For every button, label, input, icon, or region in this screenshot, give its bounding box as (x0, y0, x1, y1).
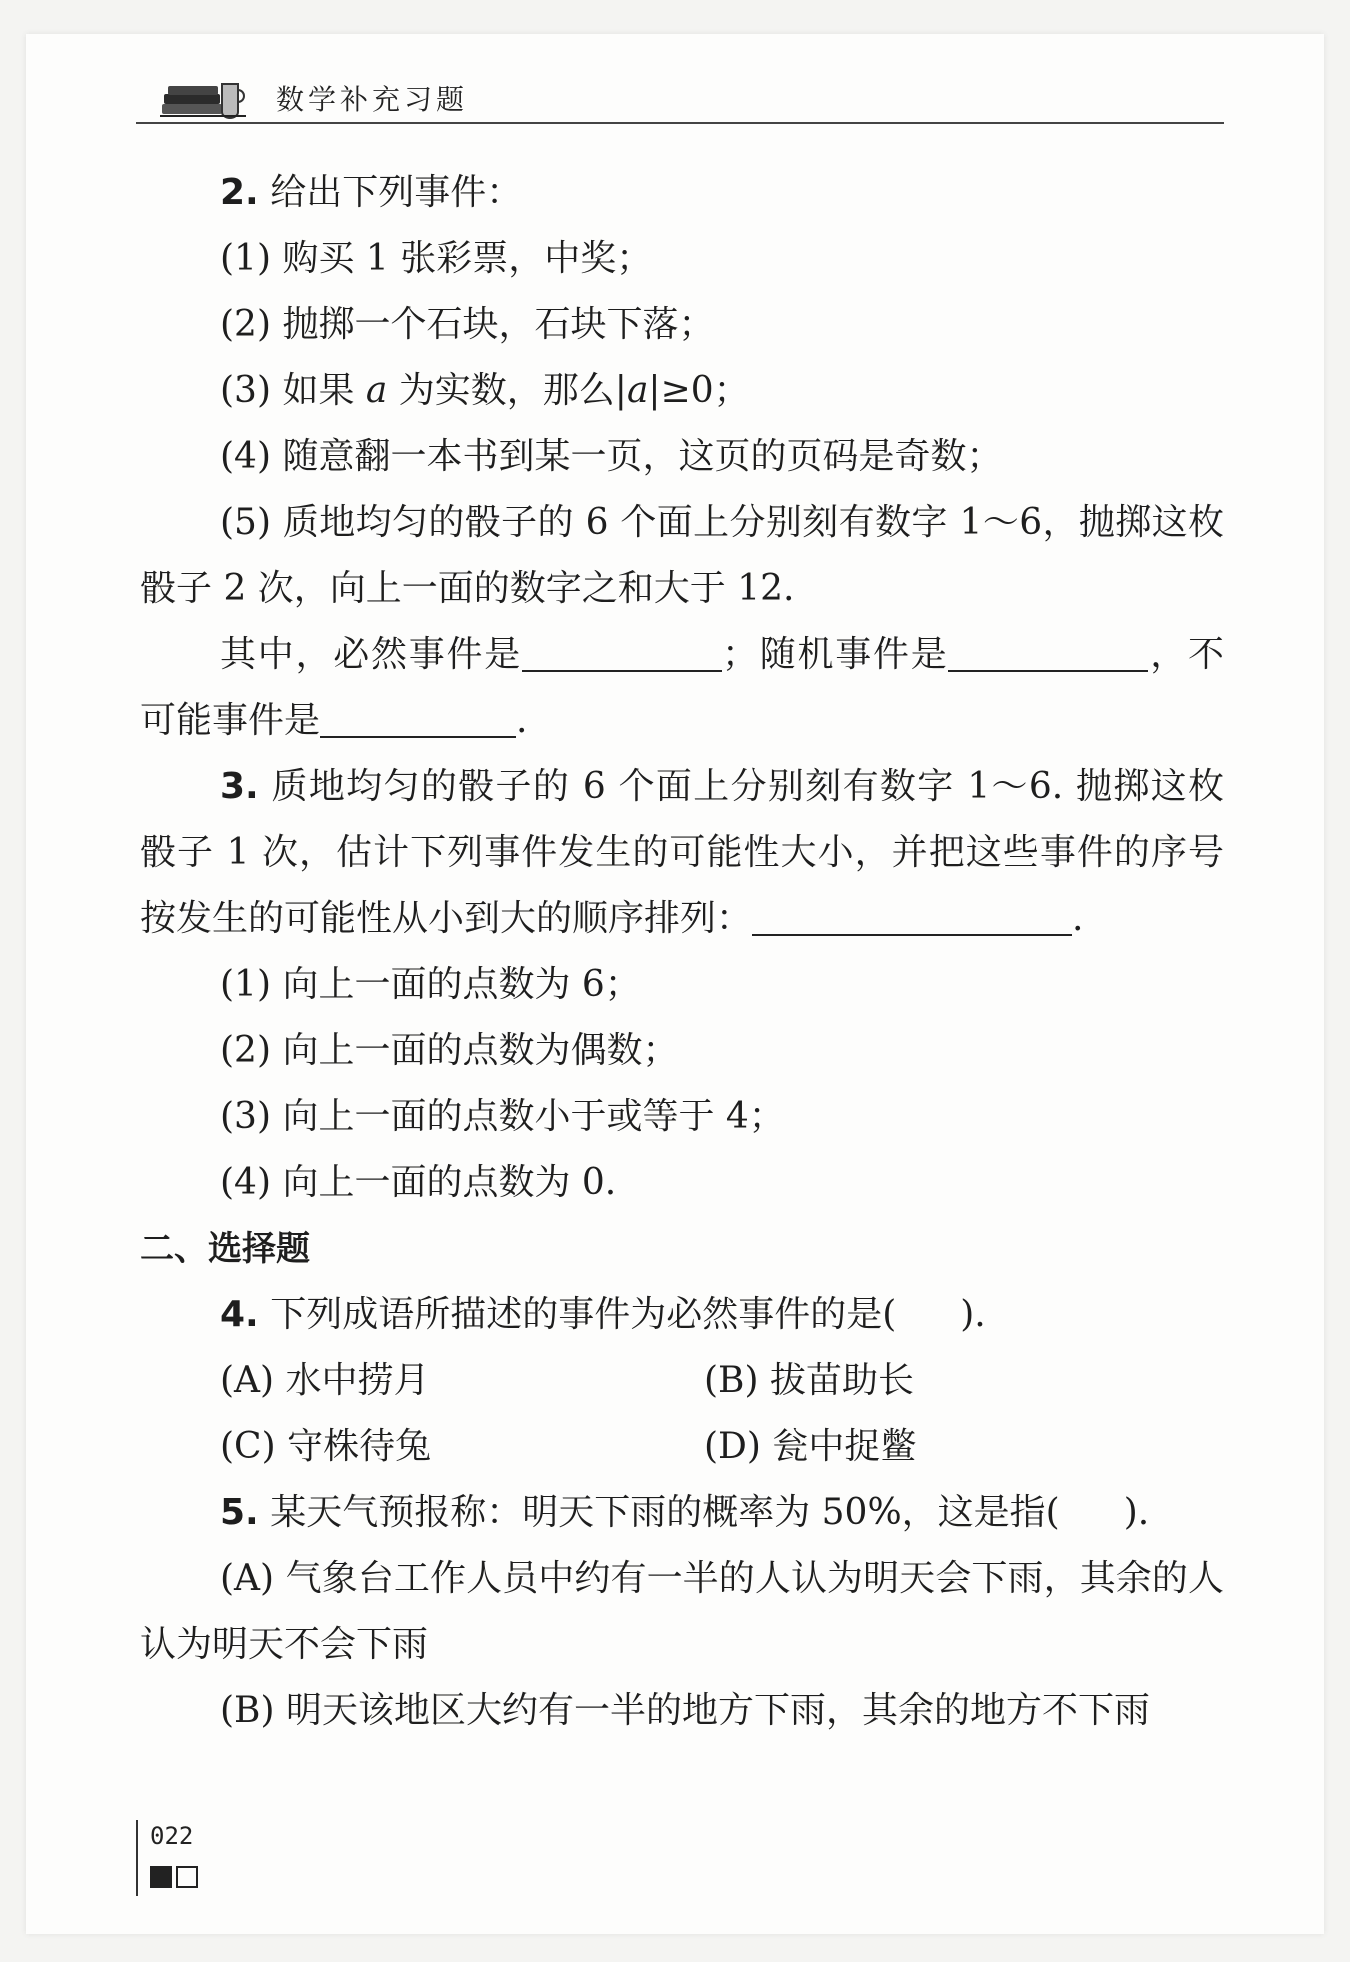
q5-number: 5. (220, 1492, 259, 1533)
q4-options-row-1 (140, 1348, 1224, 1414)
q2-item-4: (4) 随意翻一本书到某一页，这页的页码是奇数； (220, 436, 1003, 477)
q2-fill-a: 其中，必然事件是 (220, 634, 522, 675)
filled-square-icon (150, 1866, 172, 1888)
q2-item-3-var: a (365, 370, 388, 411)
page-footer (136, 1820, 256, 1900)
q2-number: 2. (220, 172, 259, 213)
q4-stem-text: 下列成语所描述的事件为必然事件的是( (270, 1294, 897, 1335)
q2-item-3-end: |≥0； (648, 370, 750, 411)
q4-option-a[interactable]: (A) 水中捞月 (220, 1360, 430, 1401)
q2-stem-text: 给出下列事件： (270, 172, 523, 213)
books-and-cup-icon (160, 72, 246, 120)
empty-square-icon (176, 1866, 198, 1888)
q2-stem (140, 160, 1224, 226)
q2-fill-c: ，不可能事件是 (140, 634, 1224, 741)
q3-number: 3. (220, 766, 259, 807)
q4-number: 4. (220, 1294, 259, 1335)
q5-option-a[interactable]: (A) 气象台工作人员中约有一半的人认为明天会下雨，其余的人认为明天不会下雨 (140, 1558, 1224, 1665)
q2-item-3-prefix: (3) 如果 (220, 370, 366, 411)
header-rule (136, 122, 1224, 124)
q4-option-d[interactable]: (D) 瓮中捉鳖 (704, 1426, 917, 1467)
page-header (136, 64, 1224, 126)
section-title: 二、选择题 (140, 1229, 310, 1269)
answer-blank-order[interactable] (752, 894, 1072, 936)
q5-stem-end: ). (1123, 1492, 1150, 1533)
q3-item-3: (3) 向上一面的点数小于或等于 4； (220, 1096, 785, 1137)
q2-item-5: (5) 质地均匀的骰子的 6 个面上分别刻有数字 1～6，抛掷这枚骰子 2 次，向上一面的数字之和大于 12. (140, 502, 1224, 609)
q3-stem-text: 质地均匀的骰子的 6 个面上分别刻有数字 1～6. 抛掷这枚骰子 1 次，估计下列事件发生的可能性大小，并把这些事件的序号按发生的可能性从小到大的顺序排列： (140, 766, 1224, 939)
q4-stem-end: ). (960, 1294, 986, 1335)
q3-item-2: (2) 向上一面的点数为偶数； (220, 1030, 679, 1071)
q3-stem (140, 754, 1224, 952)
q2-fill-b: ；随机事件是 (721, 634, 949, 675)
q4-option-b[interactable]: (B) 拔苗助长 (704, 1360, 914, 1401)
q2-item-3-mid: 为实数，那么| (387, 370, 627, 411)
answer-blank-random[interactable] (948, 630, 1148, 672)
q2-item-1: (1) 购买 1 张彩票，中奖； (220, 238, 653, 279)
q3-stem-end: . (1072, 898, 1084, 939)
q5-stem (140, 1480, 1224, 1546)
footer-bar (136, 1820, 138, 1896)
q2-fill-end: . (516, 700, 528, 741)
q3-item-1: (1) 向上一面的点数为 6； (220, 964, 641, 1005)
q5-option-b[interactable]: (B) 明天该地区大约有一半的地方下雨，其余的地方不下雨 (220, 1690, 1150, 1731)
header-title: 数学补充习题 (276, 83, 469, 116)
q4-stem (140, 1282, 1224, 1348)
q2-item-3-var2: a (626, 370, 649, 411)
q3-item-4: (4) 向上一面的点数为 0. (220, 1162, 617, 1203)
q4-options-row-2 (140, 1414, 1224, 1480)
q2-item-3 (140, 358, 1224, 424)
answer-blank-impossible[interactable] (320, 696, 516, 738)
answer-blank-certain[interactable] (522, 630, 722, 672)
q2-fill-line (140, 622, 1224, 754)
q5-stem-text: 某天气预报称：明天下雨的概率为 50%，这是指( (270, 1492, 1060, 1533)
page-content (140, 160, 1224, 1744)
q4-option-c[interactable]: (C) 守株待兔 (220, 1426, 432, 1467)
page-number: 022 (150, 1822, 194, 1850)
q2-item-2: (2) 抛掷一个石块，石块下落； (220, 304, 715, 345)
